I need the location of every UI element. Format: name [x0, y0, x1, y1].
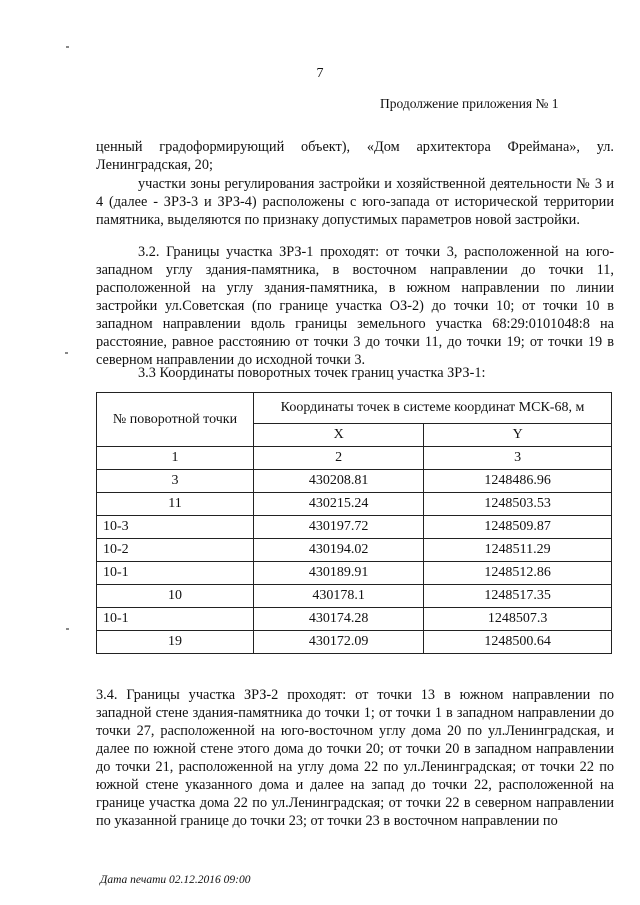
column-number: 1	[97, 447, 254, 470]
scan-speck	[66, 46, 69, 48]
point-cell: 11	[97, 493, 254, 516]
coordinate-rows	[97, 470, 612, 654]
point-number-header: № поворотной точки	[97, 393, 254, 447]
table-row	[97, 631, 612, 654]
table-row	[97, 470, 612, 493]
coordinates-table	[96, 392, 612, 654]
table-row	[97, 516, 612, 539]
y-cell: 1248500.64	[424, 631, 612, 654]
point-cell: 10-1	[97, 608, 254, 631]
table-row	[97, 493, 612, 516]
table-row	[97, 562, 612, 585]
y-cell: 1248511.29	[424, 539, 612, 562]
x-cell: 430189.91	[254, 562, 424, 585]
y-cell: 1248512.86	[424, 562, 612, 585]
y-cell: 1248486.96	[424, 470, 612, 493]
y-cell: 1248509.87	[424, 516, 612, 539]
x-cell: 430197.72	[254, 516, 424, 539]
y-cell: 1248517.35	[424, 585, 612, 608]
table-header-row	[97, 393, 612, 424]
paragraph-zrz3-zrz4-text: участки зоны регулирования застройки и хозяйственной деятельности № 3 и 4 (далее - ЗРЗ-3 и ЗРЗ-4) расположены с юго-запада от исторической территории памятника, выделяются по признаку допустимых параметров новой застройки.	[96, 176, 614, 228]
point-cell: 10	[97, 585, 254, 608]
scan-speck	[65, 352, 68, 354]
table-row	[97, 585, 612, 608]
paragraph-3-3-coordinates-title: 3.3 Координаты поворотных точек границ участка ЗРЗ-1:	[138, 365, 486, 381]
point-cell: 19	[97, 631, 254, 654]
scan-speck	[66, 628, 69, 630]
paragraph-3-4-boundaries: 3.4. Границы участка ЗРЗ-2 проходят: от точки 13 в южном направлении по западной стене здания-памятника до точки 1; от точки 1 в западном направлении до точки 27, расположенной на юго-восточном углу дома 20 по ул.Ленинградская, и далее по южной стене этого дома до точки 20; от точки 20 в западном направлении до точки 21, расположенной на углу дома 22 по ул.Ленинградская; от точки 22 по южной стене указанного дома и далее на запад до точки 22, расположенной на границе участка дома 22 по ул.Ленинградская; от точки 22 в северном направлении по указанной границе до точки 23; от точки 23 в восточном направлении по	[96, 687, 614, 829]
point-cell: 10-1	[97, 562, 254, 585]
y-cell: 1248503.53	[424, 493, 612, 516]
point-cell: 3	[97, 470, 254, 493]
point-cell: 10-2	[97, 539, 254, 562]
y-header: Y	[424, 424, 612, 447]
print-date: Дата печати 02.12.2016 09:00	[100, 874, 251, 886]
table-row	[97, 608, 612, 631]
x-cell: 430178.1	[254, 585, 424, 608]
coords-system-header: Координаты точек в системе координат МСК-68, м	[254, 393, 612, 424]
x-cell: 430172.09	[254, 631, 424, 654]
point-cell: 10-3	[97, 516, 254, 539]
x-cell: 430174.28	[254, 608, 424, 631]
column-number: 3	[424, 447, 612, 470]
y-cell: 1248507.3	[424, 608, 612, 631]
paragraph-3-2-text: 3.2. Границы участка ЗРЗ-1 проходят: от точки 3, расположенной на юго-западном углу здания-памятника, в восточном направлении до точки 11, расположенной на углу здания-памятника, в южном направлении по линии застройки ул.Советская (по границе участка ОЗ-2) до точки 10; от точки 10 в западном направлении вдоль границы земельного участка 68:29:0101048:8 на расстояние, равное расстоянию от точки 3 до точки 11, до точки 19; от точки 19 в северном направлении до исходной точки 3.	[96, 244, 614, 368]
x-cell: 430208.81	[254, 470, 424, 493]
column-number-row	[97, 447, 612, 470]
paragraph-heritage-object: ценный градоформирующий объект), «Дом архитектора Фреймана», ул. Ленинградская, 20;	[96, 139, 614, 173]
continuation-note: Продолжение приложения № 1	[380, 96, 559, 111]
paragraph-zrz3-zrz4	[96, 175, 614, 229]
x-cell: 430215.24	[254, 493, 424, 516]
x-header: X	[254, 424, 424, 447]
table-row	[97, 539, 612, 562]
x-cell: 430194.02	[254, 539, 424, 562]
paragraph-3-2-boundaries	[96, 243, 614, 369]
page-number: 7	[316, 66, 324, 81]
column-number: 2	[254, 447, 424, 470]
